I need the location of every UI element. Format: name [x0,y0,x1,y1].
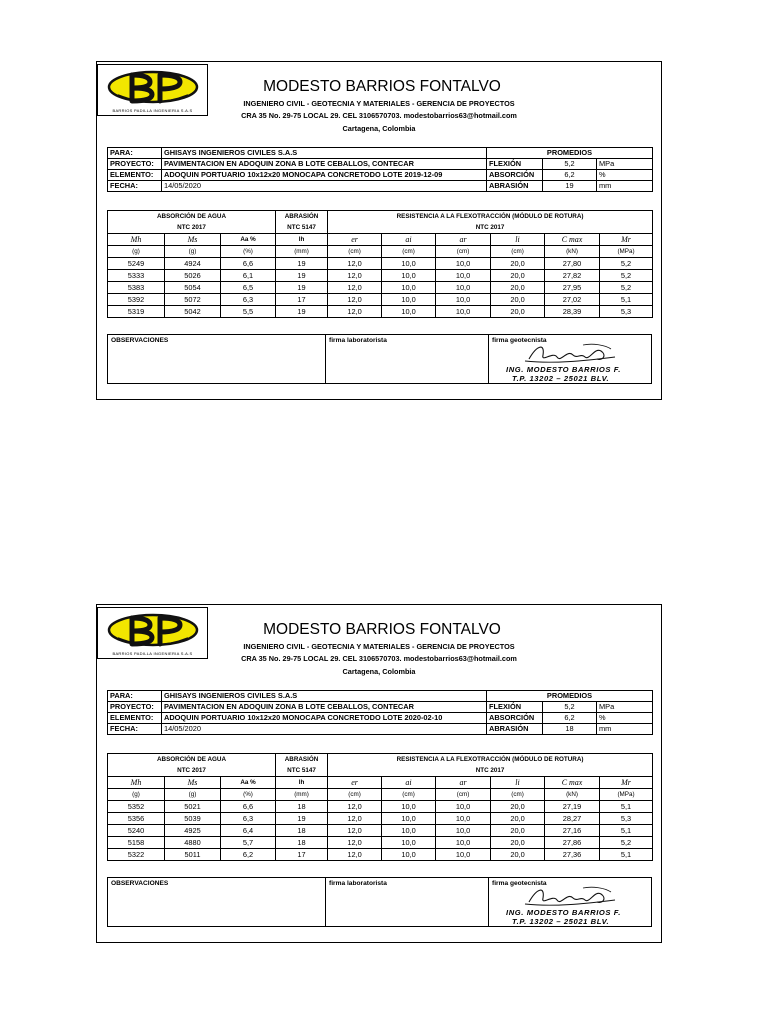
table-cell: 27,86 [545,837,600,849]
table-cell: 5,2 [600,270,653,282]
table-cell: 18 [276,837,328,849]
table-cell: 5,3 [600,306,653,318]
test-report-2 [96,604,662,943]
column-header: ar [436,777,491,789]
fecha-value: 14/05/2020 [162,181,487,192]
table-cell: 5,1 [600,294,653,306]
flexion-value: 5,2 [543,159,597,170]
column-unit: (%) [221,789,276,801]
column-header: lh [276,234,328,246]
group-abrasion-norm: NTC 5147 [276,222,328,234]
table-cell: 6,2 [221,849,276,861]
info-table [107,690,653,735]
column-header: Aa % [221,234,276,246]
column-header: C max [545,777,600,789]
column-header: Mh [108,234,165,246]
table-cell: 12,0 [328,282,382,294]
table-cell: 10,0 [436,282,491,294]
column-unit: (cm) [491,246,545,258]
firma-geotecnista-label: firma geotecnista [492,880,547,887]
para-label: PARA: [108,148,162,159]
table-row [108,294,653,306]
table-cell: 12,0 [328,837,382,849]
table-cell: 10,0 [382,294,436,306]
table-cell: 19 [276,270,328,282]
group-resistencia: RESISTENCIA A LA FLEXOTRACCIÓN (MÓDULO DE ROTURA) [328,211,653,223]
firma-laboratorista-label: firma laboratorista [326,335,489,383]
table-cell: 5333 [108,270,165,282]
table-cell: 17 [276,849,328,861]
table-cell: 5042 [165,306,221,318]
table-cell: 19 [276,306,328,318]
table-cell: 19 [276,282,328,294]
elemento-value: ADOQUIN PORTUARIO 10x12x20 MONOCAPA CONCRETODO LOTE 2020-02-10 [162,713,487,724]
address-line: CRA 35 No. 29-75 LOCAL 29. CEL 3106570703. modestobarrios63@hotmail.com [241,654,517,663]
table-cell: 4880 [165,837,221,849]
fecha-label: FECHA: [108,724,162,735]
table-cell: 27,19 [545,801,600,813]
results-table [107,753,653,861]
absorcion-value: 6,2 [543,170,597,181]
info-table [107,147,653,192]
signature-name: ING. MODESTO BARRIOS F. [506,365,621,374]
table-cell: 20,0 [491,825,545,837]
flexion-label: FLEXIÓN [487,702,543,713]
group-absorcion: ABSORCIÓN DE AGUA [108,754,276,766]
table-row [108,282,653,294]
table-cell: 4925 [165,825,221,837]
column-header: Mr [600,777,653,789]
city-line: Cartagena, Colombia [342,124,416,133]
engineer-name: MODESTO BARRIOS FONTALVO [263,621,501,638]
column-header: Ms [165,777,221,789]
table-cell: 12,0 [328,813,382,825]
table-cell: 10,0 [436,837,491,849]
column-header: Mr [600,234,653,246]
group-resistencia: RESISTENCIA A LA FLEXOTRACCIÓN (MÓDULO DE ROTURA) [328,754,653,766]
profession-line: INGENIERO CIVIL - GEOTECNIA Y MATERIALES - GERENCIA DE PROYECTOS [243,642,515,651]
column-header: li [491,234,545,246]
fecha-label: FECHA: [108,181,162,192]
absorcion-label: ABSORCIÓN [487,170,543,181]
table-cell: 10,0 [382,837,436,849]
table-cell: 10,0 [436,849,491,861]
table-cell: 5240 [108,825,165,837]
table-cell: 10,0 [382,282,436,294]
flexion-value: 5,2 [543,702,597,713]
table-cell: 6,4 [221,825,276,837]
table-cell: 20,0 [491,837,545,849]
table-cell: 5,1 [600,825,653,837]
address-line: CRA 35 No. 29-75 LOCAL 29. CEL 3106570703. modestobarrios63@hotmail.com [241,111,517,120]
group-absorcion-norm: NTC 2017 [108,222,276,234]
table-row [108,801,653,813]
fecha-value: 14/05/2020 [162,724,487,735]
table-cell: 5,2 [600,258,653,270]
table-row [108,825,653,837]
column-header: Aa % [221,777,276,789]
observaciones-label: OBSERVACIONES [108,335,326,383]
table-cell: 10,0 [436,825,491,837]
signature-name: ING. MODESTO BARRIOS F. [506,908,621,917]
table-cell: 20,0 [491,282,545,294]
abrasion-label: ABRASIÓN [487,181,543,192]
table-cell: 6,3 [221,813,276,825]
elemento-value: ADOQUIN PORTUARIO 10x12x20 MONOCAPA CONCRETODO LOTE 2019-12-09 [162,170,487,181]
table-cell: 18 [276,825,328,837]
table-cell: 6,5 [221,282,276,294]
table-cell: 27,80 [545,258,600,270]
table-cell: 20,0 [491,849,545,861]
column-unit: (kN) [545,246,600,258]
observations-block [107,877,652,927]
table-cell: 10,0 [382,306,436,318]
table-cell: 10,0 [436,801,491,813]
flexion-label: FLEXIÓN [487,159,543,170]
column-unit: (cm) [382,246,436,258]
table-cell: 4924 [165,258,221,270]
table-cell: 5,1 [600,849,653,861]
observations-block [107,334,652,384]
para-value: GHISAYS INGENIEROS CIVILES S.A.S [162,148,487,159]
table-cell: 12,0 [328,801,382,813]
proyecto-value: PAVIMENTACION EN ADOQUIN ZONA B LOTE CEBALLOS, CONTECAR [162,702,487,713]
table-cell: 28,39 [545,306,600,318]
table-cell: 5,2 [600,837,653,849]
column-unit: (mm) [276,789,328,801]
engineer-name: MODESTO BARRIOS FONTALVO [263,78,501,95]
table-cell: 5319 [108,306,165,318]
table-cell: 27,16 [545,825,600,837]
abrasion-value: 18 [543,724,597,735]
group-absorcion-norm: NTC 2017 [108,765,276,777]
table-cell: 5,7 [221,837,276,849]
column-header: ar [436,234,491,246]
absorcion-label: ABSORCIÓN [487,713,543,724]
table-cell: 10,0 [436,306,491,318]
column-header: C max [545,234,600,246]
table-cell: 10,0 [382,825,436,837]
profession-line: INGENIERO CIVIL - GEOTECNIA Y MATERIALES - GERENCIA DE PROYECTOS [243,99,515,108]
column-header: ai [382,777,436,789]
bp-logo-icon [104,612,202,652]
table-cell: 12,0 [328,294,382,306]
para-value: GHISAYS INGENIEROS CIVILES S.A.S [162,691,487,702]
firma-geotecnista-label: firma geotecnista [492,337,547,344]
group-abrasion-norm: NTC 5147 [276,765,328,777]
table-cell: 19 [276,813,328,825]
column-unit: (%) [221,246,276,258]
table-cell: 5158 [108,837,165,849]
city-line: Cartagena, Colombia [342,667,416,676]
table-row [108,270,653,282]
signature-icon [523,341,618,367]
table-cell: 5072 [165,294,221,306]
column-header: er [328,234,382,246]
absorcion-unit: % [597,170,653,181]
table-cell: 10,0 [436,294,491,306]
table-cell: 5352 [108,801,165,813]
table-cell: 18 [276,801,328,813]
table-cell: 10,0 [436,813,491,825]
group-resistencia-norm: NTC 2017 [328,765,653,777]
table-cell: 27,02 [545,294,600,306]
firma-laboratorista-label: firma laboratorista [326,878,489,926]
column-unit: (mm) [276,246,328,258]
column-unit: (cm) [436,789,491,801]
company-logo [97,64,208,116]
column-unit: (g) [108,246,165,258]
table-cell: 6,6 [221,801,276,813]
column-unit: (cm) [382,789,436,801]
column-unit: (cm) [328,246,382,258]
table-cell: 5322 [108,849,165,861]
table-cell: 10,0 [436,258,491,270]
table-cell: 12,0 [328,270,382,282]
table-cell: 20,0 [491,270,545,282]
signature-icon [523,884,618,910]
para-label: PARA: [108,691,162,702]
table-cell: 20,0 [491,294,545,306]
signature-tp: T.P. 13202 – 25021 BLV. [512,374,610,383]
abrasion-unit: mm [597,724,653,735]
table-cell: 5356 [108,813,165,825]
abrasion-label: ABRASIÓN [487,724,543,735]
table-cell: 10,0 [382,849,436,861]
table-cell: 17 [276,294,328,306]
promedios-title: PROMEDIOS [487,691,653,702]
column-header: Ms [165,234,221,246]
column-header: ai [382,234,436,246]
column-unit: (kN) [545,789,600,801]
table-cell: 6,6 [221,258,276,270]
table-cell: 5,5 [221,306,276,318]
column-unit: (g) [108,789,165,801]
column-unit: (MPa) [600,246,653,258]
group-abrasion: ABRASIÓN [276,211,328,223]
column-unit: (cm) [328,789,382,801]
company-logo [97,607,208,659]
logo-caption: BARRIOS PADILLA INGENIERIA S.A.S [112,651,193,656]
table-cell: 20,0 [491,801,545,813]
table-cell: 27,82 [545,270,600,282]
table-cell: 20,0 [491,258,545,270]
promedios-title: PROMEDIOS [487,148,653,159]
column-header: lh [276,777,328,789]
elemento-label: ELEMENTO: [108,170,162,181]
column-unit: (cm) [491,789,545,801]
table-cell: 12,0 [328,849,382,861]
group-resistencia-norm: NTC 2017 [328,222,653,234]
observaciones-label: OBSERVACIONES [108,878,326,926]
table-cell: 5054 [165,282,221,294]
table-cell: 20,0 [491,813,545,825]
column-header: li [491,777,545,789]
results-table [107,210,653,318]
column-unit: (g) [165,246,221,258]
proyecto-label: PROYECTO: [108,702,162,713]
abrasion-value: 19 [543,181,597,192]
table-cell: 10,0 [382,813,436,825]
table-cell: 27,95 [545,282,600,294]
flexion-unit: MPa [597,159,653,170]
proyecto-label: PROYECTO: [108,159,162,170]
table-cell: 10,0 [382,801,436,813]
abrasion-unit: mm [597,181,653,192]
table-cell: 6,1 [221,270,276,282]
table-cell: 6,3 [221,294,276,306]
table-cell: 20,0 [491,306,545,318]
column-unit: (g) [165,789,221,801]
column-unit: (MPa) [600,789,653,801]
elemento-label: ELEMENTO: [108,713,162,724]
test-report-1 [96,61,662,400]
table-row [108,837,653,849]
table-row [108,306,653,318]
table-cell: 5,2 [600,282,653,294]
table-cell: 28,27 [545,813,600,825]
proyecto-value: PAVIMENTACION EN ADOQUIN ZONA B LOTE CEBALLOS, CONTECAR [162,159,487,170]
table-cell: 12,0 [328,258,382,270]
bp-logo-icon [104,69,202,109]
table-cell: 27,36 [545,849,600,861]
table-cell: 5,1 [600,801,653,813]
table-row [108,813,653,825]
column-header: Mh [108,777,165,789]
column-unit: (cm) [436,246,491,258]
table-row [108,258,653,270]
table-cell: 10,0 [382,270,436,282]
absorcion-value: 6,2 [543,713,597,724]
table-cell: 5,3 [600,813,653,825]
table-cell: 10,0 [382,258,436,270]
table-cell: 5026 [165,270,221,282]
table-cell: 12,0 [328,825,382,837]
absorcion-unit: % [597,713,653,724]
group-absorcion: ABSORCIÓN DE AGUA [108,211,276,223]
column-header: er [328,777,382,789]
table-cell: 5383 [108,282,165,294]
table-cell: 5021 [165,801,221,813]
table-cell: 12,0 [328,306,382,318]
flexion-unit: MPa [597,702,653,713]
logo-caption: BARRIOS PADILLA INGENIERIA S.A.S [112,108,193,113]
table-cell: 5011 [165,849,221,861]
table-cell: 5392 [108,294,165,306]
table-cell: 5039 [165,813,221,825]
signature-tp: T.P. 13202 – 25021 BLV. [512,917,610,926]
group-abrasion: ABRASIÓN [276,754,328,766]
table-cell: 19 [276,258,328,270]
table-row [108,849,653,861]
table-cell: 5249 [108,258,165,270]
table-cell: 10,0 [436,270,491,282]
